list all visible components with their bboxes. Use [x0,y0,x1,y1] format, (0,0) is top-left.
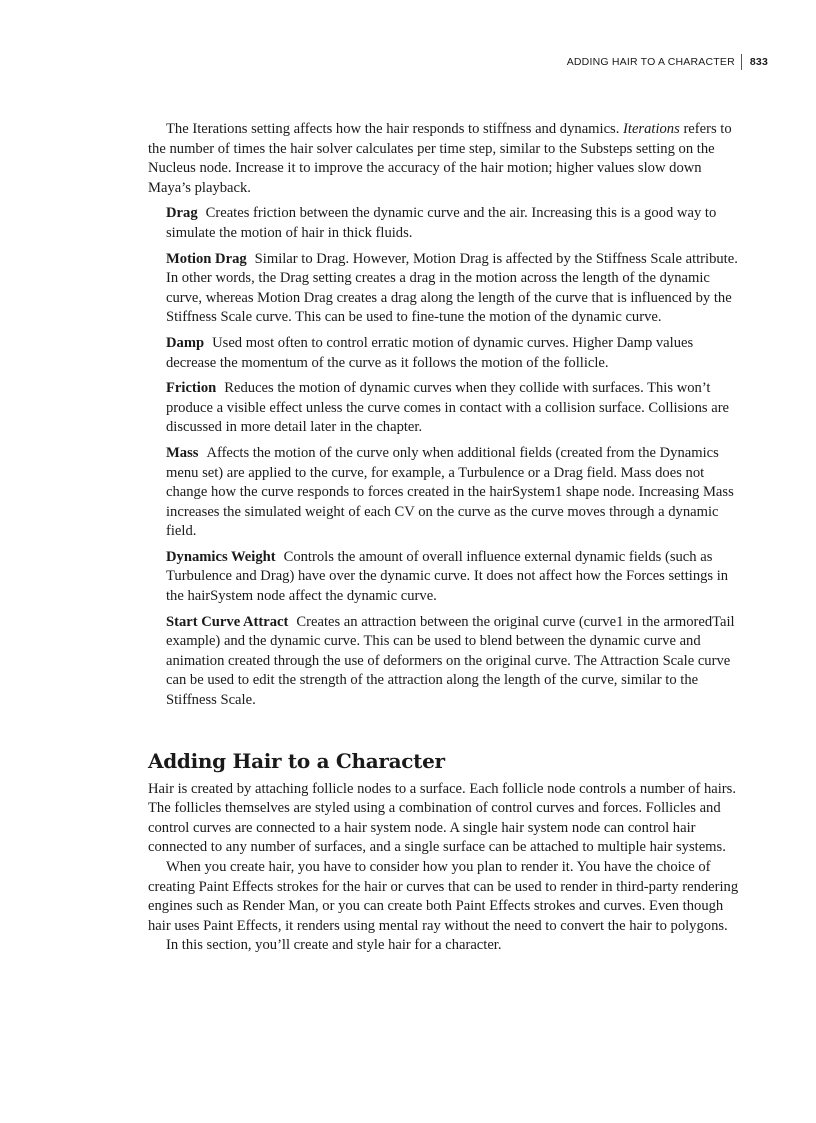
term-entry-friction [166,379,740,438]
term-label: Mass [166,444,199,461]
intro-text-after: refers to the number of times the hair solver calculates per time step, similar to the Substeps setting on the Nucleus node. Increase it to improve the accuracy of the hair motion; higher values slow down Maya’s playback. [148,121,732,196]
term-label: Start Curve Attract [166,613,289,630]
term-label: Friction [166,380,217,397]
intro-text-before: The Iterations setting affects how the hair responds to stiffness and dynamics. [166,121,624,137]
term-description: Similar to Drag. However, Motion Drag is affected by the Stiffness Scale attribute. In other words, the Drag setting creates a drag in the motion across the length of the dynamic curve, whereas Motion Drag creates a drag along the length of the curve that is influenced by the Stiffness Scale curve. This can be used to fine-tune the motion of the dynamic curve. [166,250,738,326]
term-description: Controls the amount of overall influence external dynamic fields (such as Turbulence and Drag) have over the dynamic curve. It does not affect how the Forces settings in the hairSystem node affect the dynamic curve. [166,548,729,605]
term-description: Affects the motion of the curve only when additional fields (created from the Dynamics menu set) are applied to the curve, for example, a Turbulence or a Drag field. Mass does not change how the curve responds to forces created in the hairSystem1 shape node. Increasing Mass increases the simulated weight of each CV on the curve as the curve moves through a dynamic field. [166,444,734,540]
term-entry-drag [166,204,740,243]
term-entry-motion-drag [166,250,740,328]
term-description: Creates an attraction between the original curve (curve1 in the armoredTail example) and the dynamic curve. This can be used to blend between the dynamic curve and animation created through the use of deformers on the original curve. The Attraction Scale curve can be used to edit the strength of the attraction along the length of the curve, similar to the Stiffness Scale. [166,613,735,709]
intro-paragraph [148,120,740,198]
term-label: Dynamics Weight [166,548,276,565]
term-label: Motion Drag [166,250,247,267]
term-entry-start-curve-attract [166,613,740,711]
term-label: Damp [166,334,205,351]
section-paragraph-2: When you create hair, you have to consider how you plan to render it. You have the choice of creating Paint Effects strokes for the hair or curves that can be used to render in third-party rendering engines such as Render Man, or you can create both Paint Effects strokes and curves. Even though hair uses Paint Effects, it renders using mental ray without the need to convert the hair to polygons. [148,859,739,934]
body-text [148,120,740,956]
header-divider [741,54,742,70]
term-entry-mass [166,444,740,542]
section-heading: Adding Hair to a Character [148,748,445,773]
term-label: Drag [166,205,198,222]
term-list [148,204,740,710]
section-paragraph-1: Hair is created by attaching follicle nodes to a surface. Each follicle node controls a number of hairs. The follicles themselves are styled using a combination of control curves and forces. Follicles and control curves are connected to a hair system node. A single hair system node can control hair connected to any number of surfaces, and a single surface can be attached to multiple hair systems. [148,780,736,856]
term-entry-dynamics-weight [166,548,740,607]
term-description: Creates friction between the dynamic curve and the air. Increasing this is a good way to simulate the motion of hair in thick fluids. [166,205,717,241]
running-header [567,54,768,70]
page-number: 833 [749,56,768,68]
running-header-title: ADDING HAIR TO A CHARACTER [566,56,735,68]
term-description: Used most often to control erratic motion of dynamic curves. Higher Damp values decrease the momentum of the curve as it follows the motion of the follicle. [166,334,694,371]
term-description: Reduces the motion of dynamic curves when they collide with surfaces. This won’t produce a visible effect unless the curve comes in contact with a collision surface. Collisions are discussed in more detail later in the chapter. [166,380,730,436]
section-paragraph-3: In this section, you’ll create and style hair for a character. [166,937,502,954]
intro-italic-term: Iterations [623,121,680,137]
term-entry-damp [166,334,740,373]
